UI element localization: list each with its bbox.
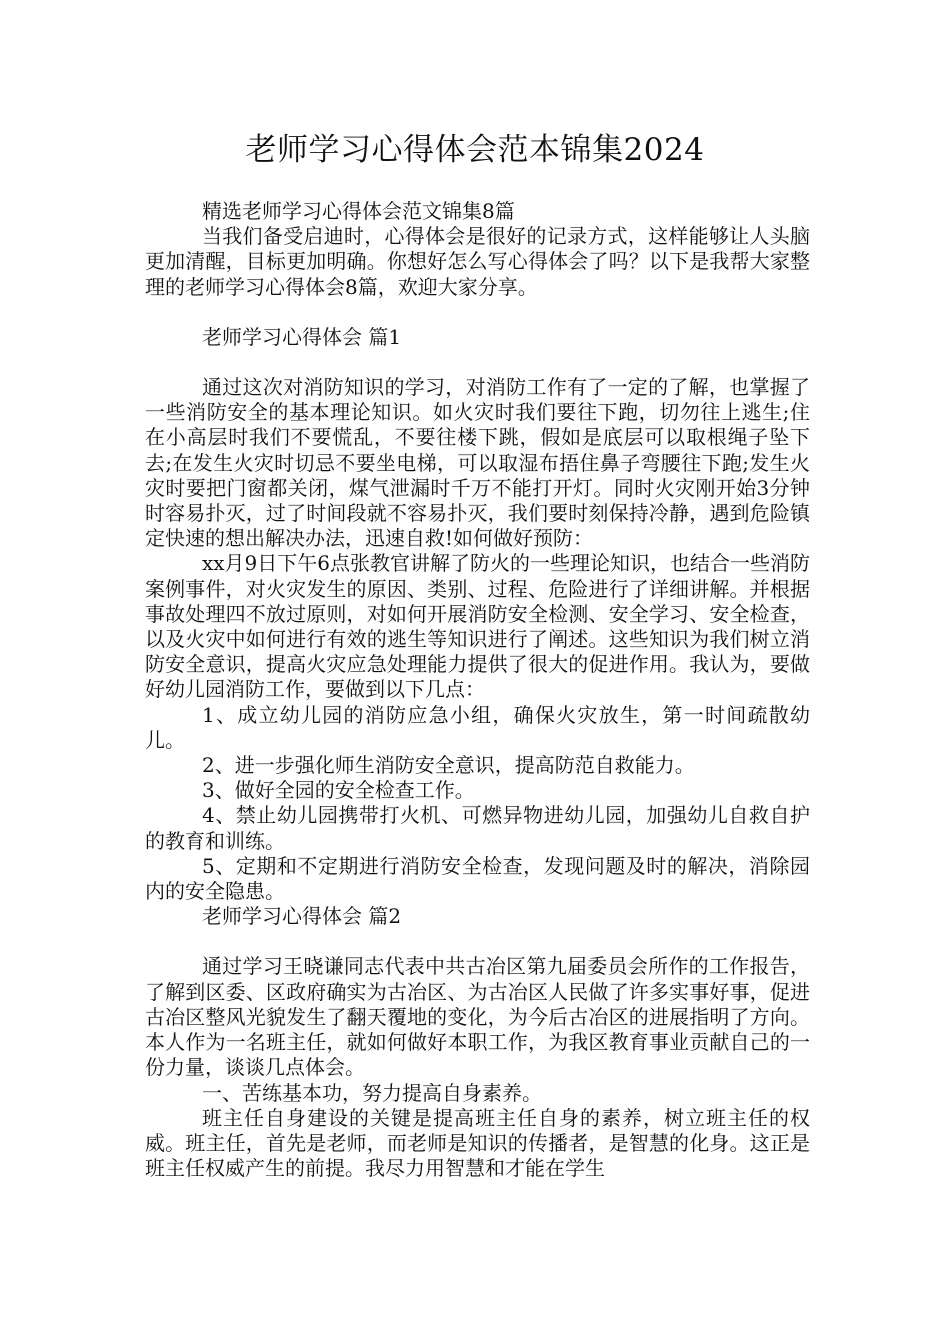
list-item-3: 3、做好全园的安全检查工作。 bbox=[202, 778, 475, 803]
document-body bbox=[145, 199, 810, 1181]
body-paragraph: xx月9日下午6点张教官讲解了防火的一些理论知识，也结合一些消防案例事件，对火灾发生的原因、类别、过程、危险进行了详细讲解。并根据事故处理四不放过原则，对如何开展消防安全检测、安全学习、安全检查，以及火灾中如何进行有效的逃生等知识进行了阐述。这些知识为我们树立消防安全意识，提高火灾应急处理能力提供了很大的促进作用。我认为，要做好幼儿园消防工作，要做到以下几点： bbox=[145, 551, 811, 702]
list-item-4: 4、禁止幼儿园携带打火机、可燃异物进幼儿园，加强幼儿自救自护的教育和训练。 bbox=[145, 803, 810, 853]
section-heading-2: 老师学习心得体会 篇2 bbox=[202, 904, 402, 929]
sub-heading: 一、苦练基本功，努力提高自身素养。 bbox=[202, 1080, 542, 1105]
body-paragraph: 班主任自身建设的关键是提高班主任自身的素养，树立班主任的权威。班主任，首先是老师，而老师是知识的传播者，是智慧的化身。这正是班主任权威产生的前提。我尽力用智慧和才能在学生 bbox=[145, 1105, 810, 1181]
document-title: 老师学习心得体会范本锦集2024 bbox=[245, 132, 705, 168]
section-heading-1: 老师学习心得体会 篇1 bbox=[202, 324, 402, 349]
list-item-1: 1、成立幼儿园的消防应急小组，确保火灾放生，第一时间疏散幼儿。 bbox=[145, 702, 810, 752]
list-item-2: 2、进一步强化师生消防安全意识，提高防范自救能力。 bbox=[202, 753, 695, 778]
subtitle-paragraph: 精选老师学习心得体会范文锦集8篇 bbox=[202, 199, 515, 223]
intro-paragraph: 当我们备受启迪时，心得体会是很好的记录方式，这样能够让人头脑更加清醒，目标更加明确。你想好怎么写心得体会了吗？以下是我帮大家整理的老师学习心得体会8篇，欢迎大家分享。 bbox=[145, 224, 810, 299]
body-paragraph: 通过学习王晓谦同志代表中共古冶区第九届委员会所作的工作报告，了解到区委、区政府确实为古冶区、为古冶区人民做了许多实事好事，促进古冶区整风光貌发生了翻天覆地的变化，为今后古冶区的进展指明了方向。本人作为一名班主任，就如何做好本职工作，为我区教育事业贡献自己的一份力量，谈谈几点体会。 bbox=[145, 954, 810, 1080]
list-item-5: 5、定期和不定期进行消防安全检查，发现问题及时的解决，消除园内的安全隐患。 bbox=[145, 853, 810, 904]
body-paragraph: 通过这次对消防知识的学习，对消防工作有了一定的了解，也掌握了一些消防安全的基本理论知识。如火灾时我们要往下跑，切勿往上逃生;住在小高层时我们不要慌乱，不要往楼下跳，假如是底层可以取根绳子坠下去;在发生火灾时切忌不要坐电梯，可以取湿布捂住鼻子弯腰往下跑;发生火灾时要把门窗都关闭，煤气泄漏时千万不能打开灯。同时火灾刚开始3分钟时容易扑灭，过了时间段就不容易扑灭，我们要时刻保持冷静，遇到危险镇定快速的想出解决办法，迅速自救!如何做好预防： bbox=[145, 375, 810, 551]
